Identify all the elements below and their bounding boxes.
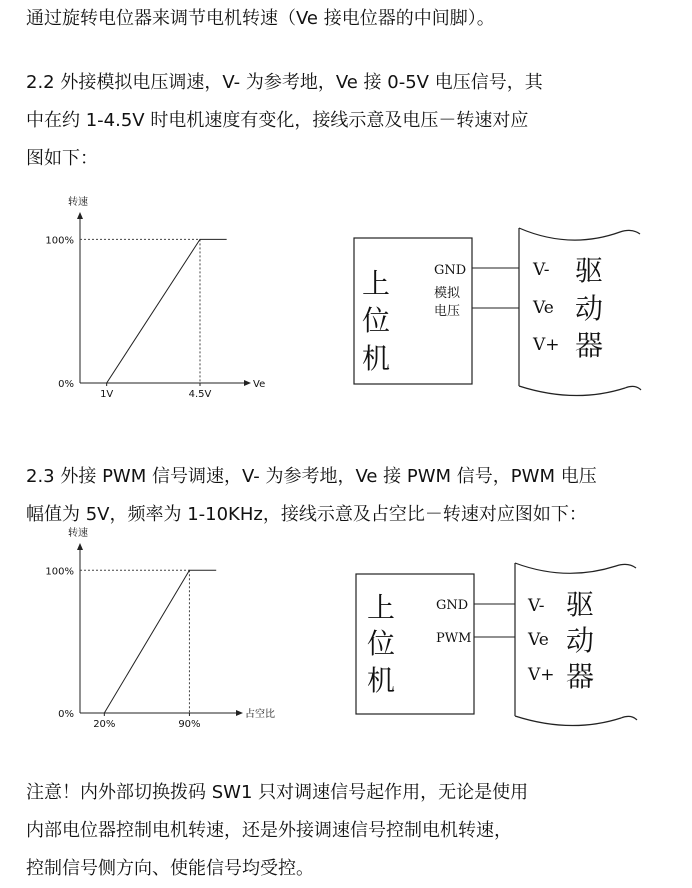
y-tick-label: 0% [58, 379, 74, 390]
x-axis-arrow [244, 380, 251, 386]
text-line: 中在约 1-4.5V 时电机速度有变化，接线示意及电压－转速对应 [26, 110, 529, 131]
driver-box [515, 563, 637, 726]
text-line: 2.2 外接模拟电压调速，V- 为参考地，Ve 接 0-5V 电压信号，其 [26, 72, 543, 93]
text-line: 幅值为 5V，频率为 1-10KHz，接线示意及占空比－转速对应图如下： [26, 504, 587, 525]
x-tick-label: 90% [178, 719, 201, 730]
text-line: 控制信号侧方向、使能信号均受控。 [26, 858, 314, 879]
speed-curve [107, 239, 227, 383]
driver-pin-label: V+ [533, 335, 560, 355]
signal-pwm-label: PWM [436, 631, 472, 646]
x-axis-arrow [236, 710, 243, 716]
signal-gnd-label: GND [436, 598, 469, 613]
signal-voltage-label: 电压 [434, 304, 461, 319]
y-tick-label: 100% [45, 235, 74, 247]
driver-pin-label: V+ [528, 665, 555, 685]
driver-pin-label: Ve [533, 298, 554, 318]
note-paragraph [26, 774, 676, 888]
driver-label-char: 驱 [566, 588, 595, 621]
driver-label-char: 动 [575, 292, 604, 325]
host-label-char: 上 [367, 591, 396, 624]
host-label-char: 位 [367, 627, 396, 660]
driver-box [519, 228, 641, 396]
x-tick-label: 4.5V [188, 389, 212, 400]
host-label-char: 位 [362, 304, 391, 337]
driver-pin-label: Ve [528, 630, 549, 650]
text-line: 通过旋转电位器来调节电机转速（Ve 接电位器的中间脚）。 [26, 8, 495, 29]
y-tick-label: 100% [45, 566, 74, 578]
y-tick-label: 0% [58, 709, 74, 720]
section-2-2-paragraph [26, 64, 676, 178]
speed-curve [104, 570, 216, 713]
signal-analog-label: 模拟 [434, 286, 461, 301]
text-line: 注意！内外部切换拨码 SW1 只对调速信号起作用，无论是使用 [26, 782, 529, 803]
y-axis-arrow [77, 543, 83, 550]
x-tick-label: 1V [100, 389, 114, 400]
y-axis-label: 转速 [68, 197, 88, 208]
y-axis-label: 转速 [68, 528, 88, 539]
section-2-3-paragraph [26, 458, 676, 534]
text-line: 图如下： [26, 148, 98, 169]
x-axis-label: 占空比 [245, 709, 275, 720]
driver-label-char: 动 [566, 624, 595, 657]
driver-label-char: 驱 [575, 254, 604, 287]
driver-label-char: 器 [566, 660, 595, 693]
host-label-char: 上 [362, 267, 391, 300]
driver-pin-label: V- [533, 260, 550, 280]
x-tick-label: 20% [93, 719, 116, 730]
host-label-char: 机 [362, 342, 391, 375]
text-line: 2.3 外接 PWM 信号调速，V- 为参考地，Ve 接 PWM 信号，PWM 电压 [26, 466, 597, 487]
host-box [354, 238, 472, 384]
host-box [356, 574, 474, 714]
driver-pin-label: V- [528, 596, 545, 616]
x-axis-label: Ve [253, 379, 266, 390]
driver-label-char: 器 [575, 329, 604, 362]
host-label-char: 机 [367, 664, 396, 697]
text-line: 内部电位器控制电机转速，还是外接调速信号控制电机转速， [26, 820, 512, 841]
y-axis-arrow [77, 212, 83, 219]
signal-gnd-label: GND [434, 263, 467, 278]
intro-paragraph [26, 0, 676, 38]
